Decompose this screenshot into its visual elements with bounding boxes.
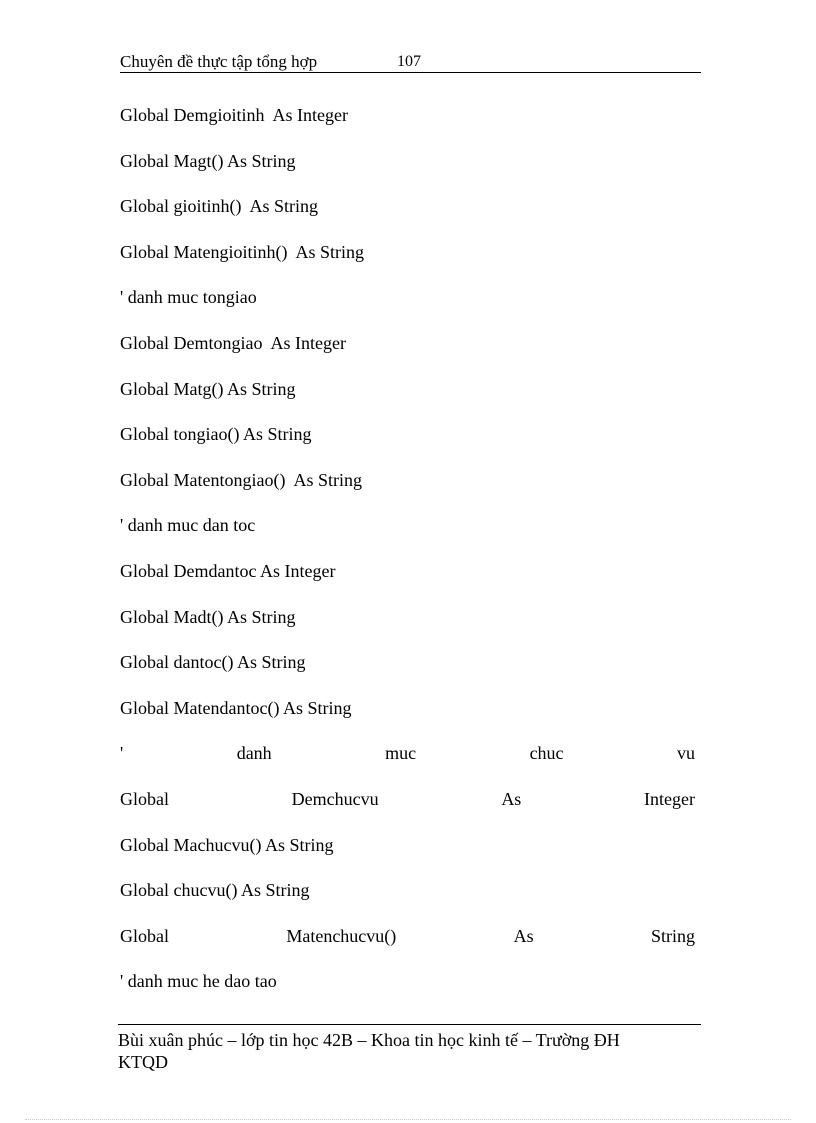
code-line: Global gioitinh() As String: [120, 196, 318, 217]
code-line: Global Demdantoc As Integer: [120, 560, 336, 581]
word: Matenchucvu(): [286, 925, 397, 946]
code-line: Global chucvu() As String: [120, 880, 310, 901]
comment-line: ' danh muc tongiao: [120, 287, 257, 308]
word: ': [120, 743, 124, 764]
word: muc: [385, 743, 417, 764]
word: Demchucvu: [291, 788, 379, 809]
code-line: Global Demgioitinh As Integer: [120, 105, 348, 125]
code-line: Global Matentongiao() As String: [120, 469, 362, 490]
code-line-justified: [120, 923, 695, 969]
comment-line: ' danh muc dan toc: [120, 515, 256, 536]
code-line: Global dantoc() As String: [120, 652, 306, 673]
word: As: [501, 788, 522, 809]
page-number: 107: [397, 53, 421, 70]
code-listing: [120, 102, 695, 1014]
word: Integer: [644, 788, 695, 809]
word: Global: [120, 788, 169, 809]
comment-line: ' danh muc he dao tao: [120, 971, 277, 992]
word: String: [650, 925, 695, 946]
word: Global: [120, 925, 169, 946]
code-line: Global Magt() As String: [120, 150, 296, 171]
code-line: Global Matendantoc() As String: [120, 697, 352, 718]
footer-line-1: Bùi xuân phúc – lớp tin học 42B – Khoa tin học kinh tế – Trường ĐH: [118, 1030, 620, 1050]
word: As: [513, 925, 534, 946]
footer-line-2: KTQD: [118, 1052, 168, 1072]
code-line: Global Matg() As String: [120, 378, 296, 399]
code-line: Global Machucvu() As String: [120, 834, 334, 855]
code-line: Global Demtongiao As Integer: [120, 332, 346, 353]
page-bottom-dotted-rule: [25, 1119, 791, 1121]
code-line: Global tongiao() As String: [120, 424, 312, 445]
word: vu: [676, 743, 695, 764]
header-title: Chuyên đề thực tập tổng hợp: [120, 52, 318, 71]
code-line: Global Madt() As String: [120, 606, 296, 627]
page-footer: [118, 1024, 701, 1073]
word: chuc: [529, 743, 564, 764]
code-line: Global Matengioitinh() As String: [120, 241, 364, 262]
word: danh: [236, 743, 272, 764]
comment-line-justified: [120, 740, 695, 786]
code-line-justified: [120, 786, 695, 832]
page-header: [120, 52, 701, 73]
